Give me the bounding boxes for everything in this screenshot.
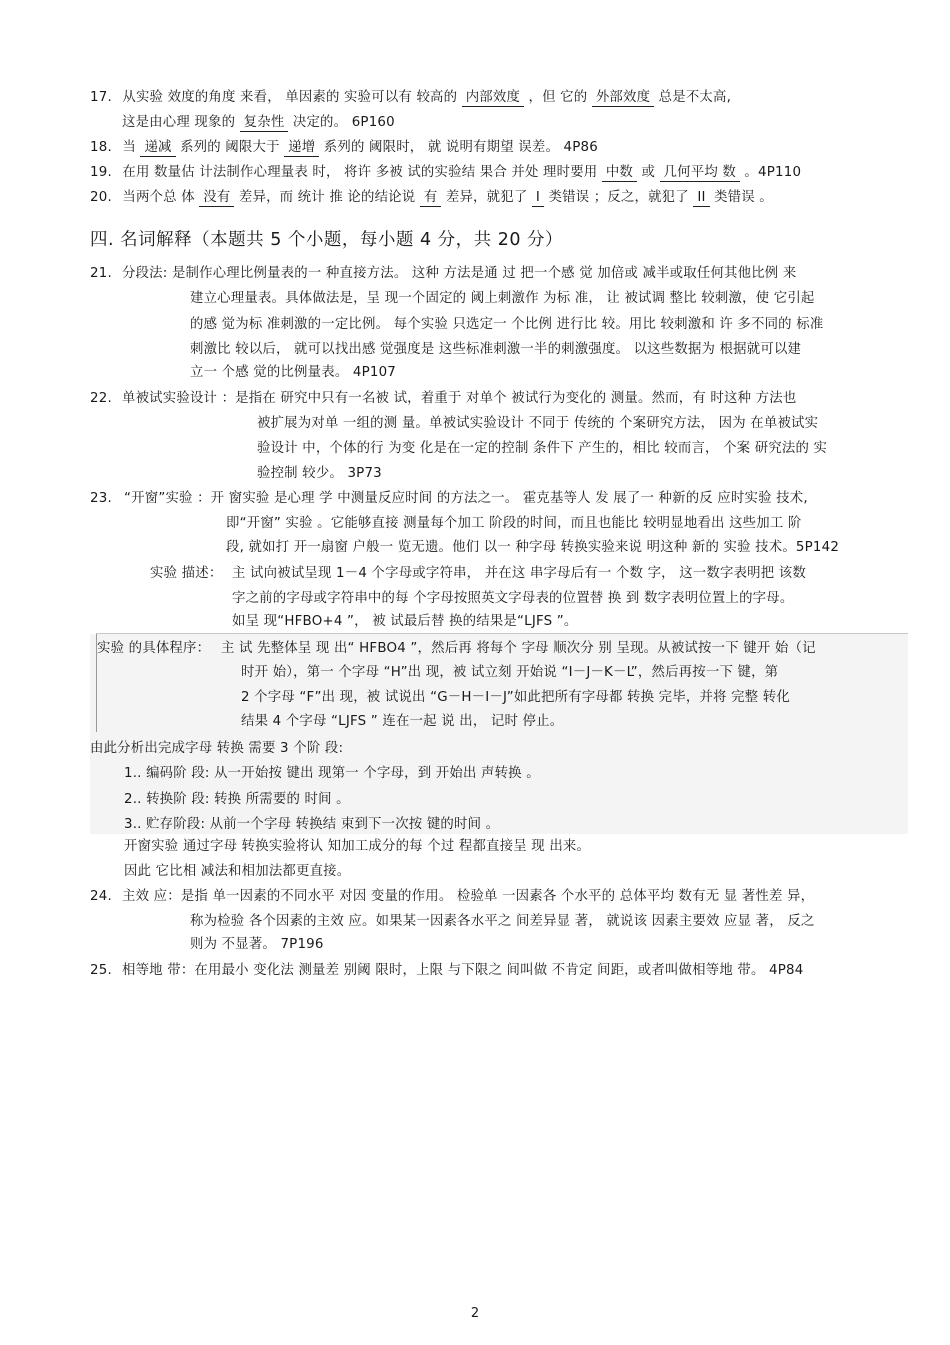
question-20: 20. 当两个总 体 没有 差异，而 统计 推 论的结论说 有 差异，就犯了 I 类错误 ；反之，就犯了 II 类错误 。 (90, 190, 773, 205)
definition-line: 相等地 带：在用最小 变化法 测量差 别阈 限时，上限 与下限之 间叫做 不肯定 间距，或者叫做相等地 带。 4P84 (122, 963, 804, 978)
question-number: 17. (90, 90, 112, 105)
question-17-line-2: 这是由心理 现象的 复杂性 决定的。 6P160 (122, 115, 395, 130)
question-number: 23. (90, 491, 112, 506)
page-number: 2 (470, 1306, 480, 1321)
definition-line: 被扩展为对单 一组的测 量。单被试实验设计 不同于 传统的 个案研究方法， 因为 在单被试实 (257, 416, 819, 431)
procedure-line: 2 个字母 “F”出 现，被 试说出 “G－H－I－J”如此把所有字母都 转换 完毕，并将 完整 转化 (241, 690, 790, 705)
procedure-line: 结果 4 个字母 “LJFS ” 连在一起 说 出， 记时 停止。 (241, 714, 564, 729)
answer-blank: 没有 (199, 190, 234, 207)
definition-line: “开窗”实验 ：开 窗实验 是心理 学 中测量反应时间 的方法之一。 霍克基等人 发 展了一 种新的反 应时实验 技术, (124, 491, 808, 506)
procedure-line: 时开 始），第一 个字母 “H”出 现，被 试立刻 开始说 “I－J－K－L”，然后再按一下 键，第 (241, 665, 779, 680)
section-heading: 四. 名词解释（本题共 5 个小题，每小题 4 分，共 20 分） (90, 230, 564, 250)
question-number: 18. (90, 140, 112, 155)
conclusion-line: 开窗实验 通过字母 转换实验将认 知加工成分的每 个过 程都直接呈 现 出来。 (124, 839, 591, 854)
definition-line: 主效 应：是指 单一因素的不同水平 对因 变量的作用。 检验单 一因素各 个水平的 总体平均 数有无 显 著性差 异， (122, 889, 815, 904)
answer-blank: II (693, 190, 709, 207)
question-17-line-1: 17. 从实验 效度的角度 来看， 单因素的 实验可以有 较高的 内部效度 ，但 它的 外部效度 总是不太高, (90, 90, 732, 105)
question-number: 22. (90, 391, 112, 406)
answer-blank: I (532, 190, 544, 207)
answer-blank: 内部效度 (462, 90, 524, 107)
description-line: 字之前的字母或字符串中的每 个字母按照英文字母表的位置替 换 到 数字表明位置上的字母。 (232, 591, 794, 606)
answer-blank: 几何平均 数 (660, 165, 740, 182)
definition-line: 验设计 中，个体的行 为变 化是在一定的控制 条件下 产生的，相比 较而言， 个案 研究法的 实 (257, 441, 828, 456)
question-number: 19. (90, 165, 112, 180)
answer-blank: 递减 (140, 140, 175, 157)
definition-line: 称为检验 各个因素的主效 应。如果某一因素各水平之 间差异显 著， 就说该 因素主要效 应显 著， 反之 (190, 914, 815, 929)
definition-line: 分段法: 是制作心理比例量表的一 种直接方法。 这种 方法是通 过 把一个感 觉 加倍或 减半或取任何其他比例 来 (122, 266, 797, 281)
question-number: 24. (90, 889, 112, 904)
conclusion-line: 因此 它比相 减法和相加法都更直接。 (124, 864, 351, 879)
stage-item: 2.. 转换阶 段: 转换 所需要的 时间 。 (124, 792, 350, 807)
answer-blank: 递增 (284, 140, 319, 157)
stage-item: 1.. 编码阶 段: 从一开始按 键出 现第一 个字母，到 开始出 声转换 。 (124, 766, 540, 781)
answer-blank: 复杂性 (240, 115, 289, 132)
answer-blank: 有 (420, 190, 442, 207)
analysis-intro: 由此分析出完成字母 转换 需要 3 个阶 段: (90, 741, 344, 756)
answer-blank: 外部效度 (592, 90, 654, 107)
answer-blank: 中数 (602, 165, 637, 182)
description-label: 实验 描述： (150, 566, 223, 581)
procedure-label: 实验 的具体程序： (97, 641, 211, 656)
definition-line: 段, 就如打 开一扇窗 户般一 览无遗。他们 以一 种字母 转换实验来说 明这种 新的 实验 技术。5P142 (226, 540, 840, 555)
question-19: 19. 在用 数量估 计法制作心理量表 时， 将许 多被 试的实验结 果合 并处 理时要用 中数 或 几何平均 数 。4P110 (90, 165, 802, 180)
stage-item: 3.. 贮存阶段: 从前一个字母 转换结 束到下一次按 键的时间 。 (124, 817, 500, 832)
definition-line: 建立心理量表。具体做法是，呈 现一个固定的 阈上刺激作 为标 准， 让 被试调 整比 较刺激，使 它引起 (190, 291, 815, 306)
box-top-border (96, 633, 908, 634)
question-number: 25. (90, 963, 112, 978)
definition-line: 即“开窗” 实验 。它能够直接 测量每个加工 阶段的时间，而且也能比 较明显地看出 这些加工 阶 (226, 516, 802, 531)
description-line: 主 试向被试呈现 1－4 个字母或字符串， 并在这 串字母后有一 个数 字， 这一数字表明把 该数 (232, 566, 806, 581)
question-number: 20. (90, 190, 112, 205)
definition-line: 立一 个感 觉的比例量表。 4P107 (190, 365, 397, 380)
question-18: 18. 当 递减 系列的 阈限大于 递增 系列的 阈限时， 就 说明有期望 误差。 4P86 (90, 140, 598, 155)
definition-line: 验控制 较少。 3P73 (257, 466, 382, 481)
description-line: 如呈 现“HFBO+4 ”， 被 试最后替 换的结果是“LJFS ”。 (232, 614, 578, 629)
procedure-line: 主 试 先整体呈 现 出“ HFBO4 ”，然后再 将每个 字母 顺次分 别 呈现。从被试按一下 键开 始（记 (221, 641, 816, 656)
definition-line: 则为 不显著。 7P196 (190, 937, 324, 952)
definition-line: 单被试实验设计 ：是指在 研究中只有一名被 试，着重于 对单个 被试行为变化的 测量。然而，有 时这种 方法也 (122, 391, 797, 406)
question-number: 21. (90, 266, 112, 281)
definition-line: 刺激比 较以后， 就可以找出感 觉强度是 这些标准刺激一半的刺激强度。 以这些数据为 根据就可以建 (190, 342, 802, 357)
definition-line: 的感 觉为标 准刺激的一定比例。 每个实验 只选定一 个比例 进行比 较。用比 较刺激和 许 多不同的 标准 (190, 317, 824, 332)
